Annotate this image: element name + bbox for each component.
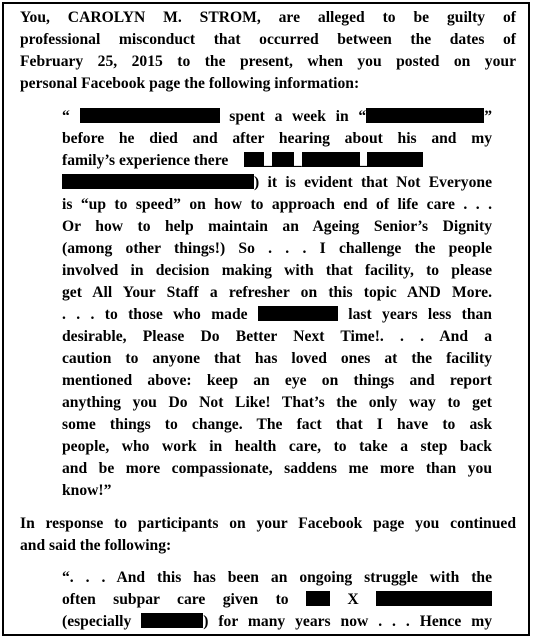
quote-text: . . . to those who made xyxy=(62,306,248,323)
quote-text: spent a week in “ xyxy=(229,108,367,125)
paragraph-line: and said the following: xyxy=(20,537,172,554)
quote-line: anything you Do Not Like! That’s the only way to get xyxy=(62,394,492,411)
quote-line: mentioned above: keep an eye on things and report xyxy=(62,372,492,389)
open-quote: “ xyxy=(62,108,70,125)
paragraph-line: You, CAROLYN M. STROM, are alleged to be guilty of xyxy=(20,9,516,26)
paragraph-line: professional misconduct that occurred between the dates of xyxy=(20,31,516,48)
quote-text: family’s experience there xyxy=(62,152,229,169)
quote-text: ) it is evident that Not Everyone xyxy=(254,174,492,191)
separator: _ xyxy=(359,152,368,169)
close-quote: ” xyxy=(484,108,492,125)
quote-line xyxy=(62,151,492,171)
paragraph-line: personal Facebook page the following information: xyxy=(20,75,360,92)
redaction-bar xyxy=(258,306,338,321)
quote-line: involved in decision making with that facility, to please xyxy=(62,262,492,279)
redaction-bar xyxy=(80,108,220,123)
quote-line: is “up to speed” on how to approach end of life care . . . xyxy=(62,196,492,213)
quote-text: ) for many years now . . . Hence my xyxy=(203,613,492,630)
quote-line xyxy=(62,612,492,632)
redaction-bar xyxy=(306,591,330,606)
redaction-bar xyxy=(141,613,203,628)
quote-line: some things to change. The fact that I have to ask xyxy=(62,416,492,433)
redaction-bar xyxy=(62,174,254,189)
redaction-bar xyxy=(376,591,492,606)
quote-line: and be more compassionate, saddens me more than you xyxy=(62,460,492,477)
quote-line xyxy=(62,305,492,325)
quote-line: know!” xyxy=(62,482,112,499)
quote-line: caution to anyone that has loved ones at the facility xyxy=(62,350,492,367)
quote-line: Or how to help maintain an Ageing Senior’s Dignity xyxy=(62,218,492,235)
redaction-bar xyxy=(272,152,294,167)
quote-line xyxy=(62,173,492,193)
paragraph-line: February 25, 2015 to the present, when you posted on your xyxy=(20,53,516,70)
quote-line xyxy=(62,107,492,127)
redaction-bar xyxy=(367,152,423,167)
quote-text: X xyxy=(347,591,359,608)
quote-line xyxy=(62,590,492,610)
quote-line: (among other things!) So . . . I challenge the people xyxy=(62,240,492,257)
redaction-bar xyxy=(244,152,264,167)
quote-text: often subpar care given to xyxy=(62,591,289,608)
separator: _ xyxy=(293,152,302,169)
redaction-bar xyxy=(366,108,484,123)
quote-line: get All Your Staff a refresher on this topic AND More. xyxy=(62,284,492,301)
quote-line: before he died and after hearing about his and my xyxy=(62,130,492,147)
quote-line: desirable, Please Do Better Next Time!. . . And a xyxy=(62,328,492,345)
redaction-bar xyxy=(302,152,360,167)
separator: _ xyxy=(264,152,272,169)
paragraph-line: In response to participants on your Facebook page you continued xyxy=(20,515,516,532)
quote-line: “. . . And this has been an ongoing struggle with the xyxy=(62,569,492,586)
quote-text: last years less than xyxy=(348,306,492,323)
quote-line: people, who work in health care, to take a step back xyxy=(62,438,492,455)
quote-text: (especially xyxy=(62,613,132,630)
